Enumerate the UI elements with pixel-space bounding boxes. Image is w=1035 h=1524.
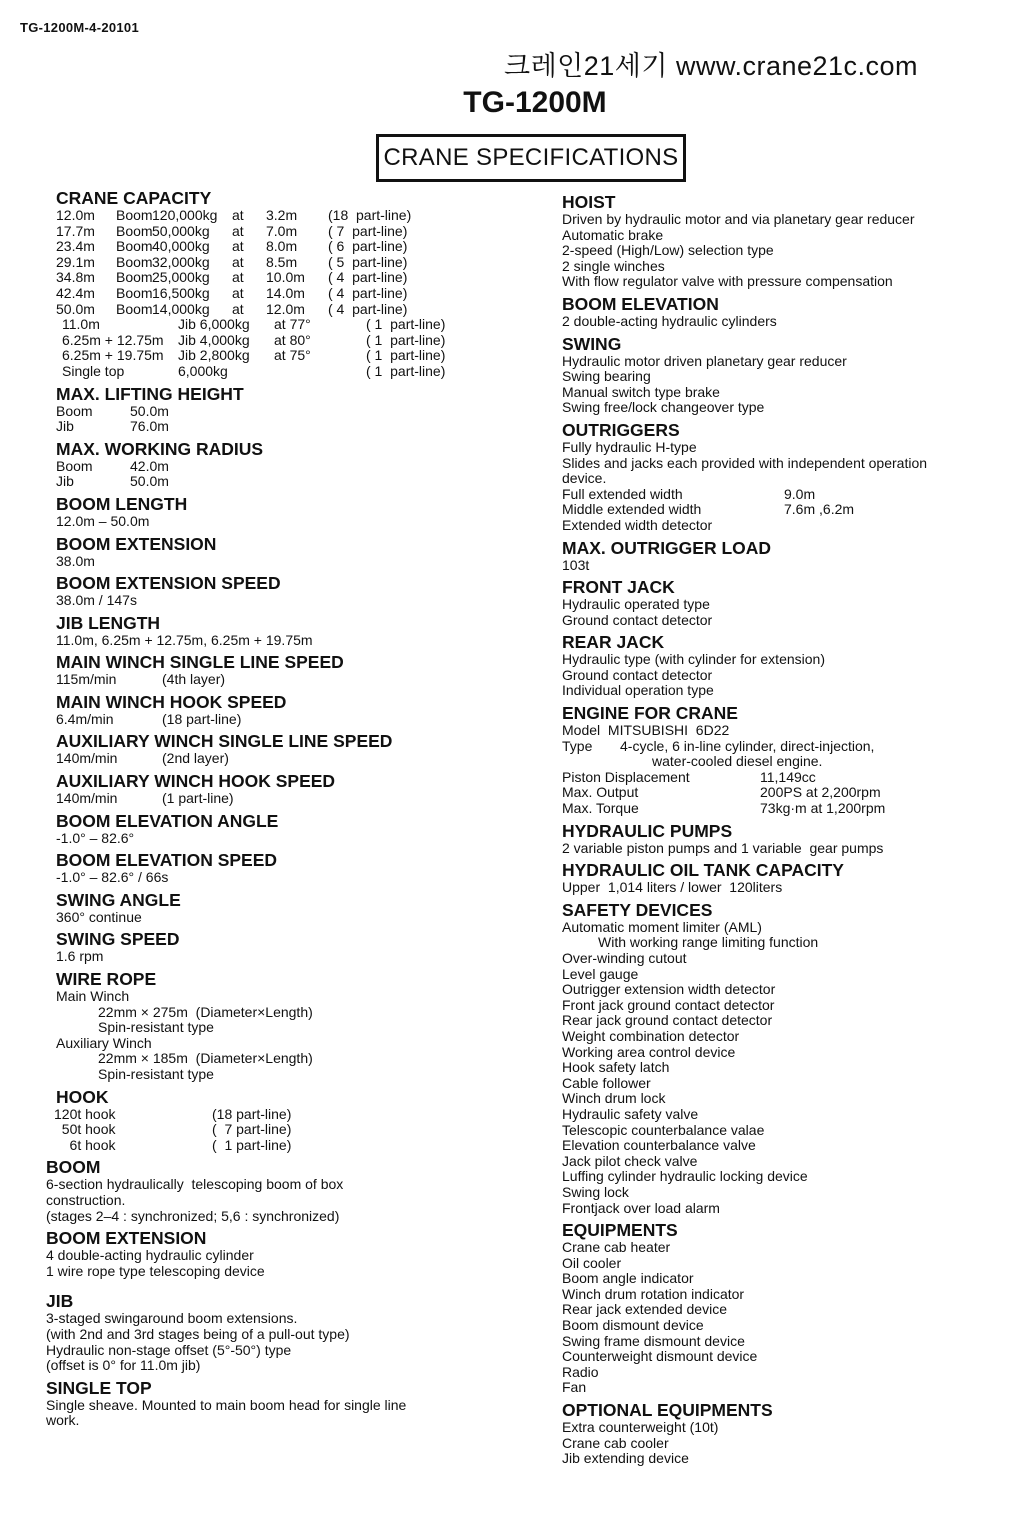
spec-value: 115m/min — [56, 671, 117, 688]
list-item: Elevation counterbalance valve — [562, 1137, 756, 1154]
spec-label: Boom — [56, 402, 93, 419]
section-safety-devices — [562, 900, 1027, 1216]
boom-length: 29.1m — [56, 253, 95, 270]
section-heading: MAX. WORKING RADIUS — [56, 438, 264, 459]
spec-text: Spin-resistant type — [98, 1019, 214, 1036]
section-heading: HYDRAULIC OIL TANK CAPACITY — [562, 860, 844, 881]
spec-text: Single sheave. Mounted to main boom head for single line — [46, 1396, 407, 1413]
spec-row — [562, 770, 1027, 786]
section-heading: HOOK — [56, 1086, 109, 1107]
spec-text: Upper 1,014 liters / lower 120liters — [562, 879, 783, 896]
list-item: Hydraulic safety valve — [562, 1105, 699, 1122]
capacity-row — [56, 208, 546, 224]
spec-value: 50.0m — [130, 473, 169, 490]
at-label: at — [232, 222, 244, 239]
boom-length: 34.8m — [56, 269, 95, 286]
section-max-outrigger-load — [562, 538, 1027, 574]
section-hydraulic-pumps — [562, 821, 1027, 857]
spec-value: 11,149cc — [760, 768, 816, 785]
jib-length: 11.0m — [62, 316, 100, 333]
jib-angle: at 77° — [274, 316, 311, 333]
spec-label: Boom — [56, 457, 93, 474]
spec-text: Main Winch — [56, 988, 130, 1005]
spec-label: Max. Output — [562, 784, 639, 801]
spec-text: 12.0m – 50.0m — [56, 512, 150, 529]
model-title: TG-1200M — [463, 86, 607, 119]
spec-text: Automatic brake — [562, 226, 664, 243]
spec-row — [46, 404, 546, 420]
watermark-text: 크레인21세기 www.crane21c.com — [504, 51, 919, 81]
section-swing — [562, 334, 1027, 416]
spec-label: Jib — [56, 473, 74, 490]
list-item: Frontjack over load alarm — [562, 1199, 720, 1216]
section-heading: JIB — [46, 1291, 74, 1312]
at-label: at — [232, 238, 244, 255]
spec-row — [46, 474, 546, 490]
spec-text: 22mm × 185m (Diameter×Length) — [98, 1050, 313, 1067]
spec-text: device. — [562, 470, 607, 487]
spec-text: (stages 2–4 : synchronized; 5,6 : synchronized) — [46, 1207, 340, 1224]
spec-text: work. — [46, 1412, 80, 1429]
section-equipments — [562, 1220, 1027, 1396]
spec-text: water-cooled diesel engine. — [652, 753, 823, 770]
section-heading: AUXILIARY WINCH HOOK SPEED — [56, 771, 336, 792]
jib-angle — [274, 364, 366, 380]
at-label: at — [232, 300, 244, 317]
boom-length: 12.0m — [56, 207, 95, 223]
spec-text: Hydraulic operated type — [562, 596, 710, 613]
part-line: ( 6 part-line) — [328, 238, 408, 255]
spec-label: 6t hook — [54, 1136, 116, 1153]
capacity-jib-row — [56, 348, 546, 364]
left-column — [46, 188, 546, 1433]
list-item: Boom dismount device — [562, 1317, 704, 1334]
spec-row — [46, 672, 546, 688]
section-hydraulic-oil-tank — [562, 860, 1027, 896]
at-label: at — [232, 284, 244, 301]
boom-type: Boom — [116, 222, 153, 239]
section-swing-angle — [46, 890, 546, 926]
section-heading: SWING SPEED — [56, 929, 180, 950]
rated-load: Jib 6,000kg — [178, 316, 250, 333]
section-heading: MAX. LIFTING HEIGHT — [56, 383, 244, 404]
spec-label: Full extended width — [562, 485, 683, 502]
section-heading: BOOM ELEVATION ANGLE — [56, 810, 279, 831]
capacity-row — [56, 239, 546, 255]
list-item: Oil cooler — [562, 1254, 622, 1271]
rated-load: 25,000kg — [152, 269, 210, 286]
list-item: Jib extending device — [562, 1450, 689, 1467]
spec-text: 11.0m, 6.25m + 12.75m, 6.25m + 19.75m — [56, 631, 313, 648]
rated-load: 32,000kg — [152, 253, 210, 270]
boom-type: Boom — [116, 269, 153, 286]
spec-value: 42.0m — [130, 457, 169, 474]
section-optional-equipments — [562, 1400, 1027, 1467]
spec-text: (offset is 0° for 11.0m jib) — [46, 1357, 201, 1374]
working-radius: 10.0m — [266, 269, 305, 286]
spec-text: (with 2nd and 3rd stages being of a pull-out type) — [46, 1325, 350, 1342]
list-item: Hook safety latch — [562, 1059, 670, 1076]
spec-text: 6-section hydraulically telescoping boom of box — [46, 1176, 344, 1193]
section-single-top — [46, 1378, 546, 1429]
capacity-table — [46, 208, 546, 380]
spec-value: ( 1 part-line) — [212, 1136, 292, 1153]
section-heading: ENGINE FOR CRANE — [562, 703, 738, 724]
section-main-winch-hook-speed — [46, 692, 546, 728]
section-heading: HOIST — [562, 192, 616, 212]
spec-text: Slides and jacks each provided with independent operation — [562, 454, 928, 471]
jib-angle: at 75° — [274, 347, 311, 364]
section-heading: BOOM ELEVATION SPEED — [56, 850, 278, 871]
spec-row — [562, 785, 1027, 801]
list-item: Rear jack extended device — [562, 1301, 727, 1318]
working-radius: 14.0m — [266, 284, 305, 301]
list-item: Swing frame dismount device — [562, 1332, 745, 1349]
part-line: ( 4 part-line) — [328, 284, 408, 301]
spec-text: Hydraulic motor driven planetary gear reducer — [562, 352, 847, 369]
spec-note: (18 part-line) — [162, 710, 242, 727]
spec-text: Individual operation type — [562, 682, 714, 699]
spec-text: 360° continue — [56, 908, 142, 925]
spec-text: Spin-resistant type — [98, 1066, 214, 1082]
capacity-row — [56, 286, 546, 302]
boom-type: Boom — [116, 238, 153, 255]
specifications-title: CRANE SPECIFICATIONS — [383, 144, 679, 171]
spec-text: 4 double-acting hydraulic cylinder — [46, 1247, 254, 1264]
boom-type: Boom — [116, 253, 153, 270]
spec-row — [562, 518, 1027, 534]
spec-value: ( 7 part-line) — [212, 1121, 292, 1138]
section-crane-capacity — [46, 188, 546, 380]
rated-load: 120,000kg — [152, 207, 218, 223]
spec-row — [562, 801, 1027, 817]
section-max-lifting-height — [46, 384, 546, 435]
spec-value: 140m/min — [56, 750, 118, 767]
section-heading: HYDRAULIC PUMPS — [562, 820, 733, 841]
spec-label: Max. Torque — [562, 800, 639, 817]
list-item: Crane cab heater — [562, 1239, 671, 1256]
spec-label: Type — [562, 737, 593, 754]
capacity-row — [56, 302, 546, 318]
spec-row — [46, 1138, 546, 1154]
section-heading: REAR JACK — [562, 632, 665, 653]
section-heading: JIB LENGTH — [56, 612, 161, 633]
list-item: Crane cab cooler — [562, 1434, 669, 1451]
section-max-working-radius — [46, 439, 546, 490]
spec-text: -1.0° – 82.6° / 66s — [56, 869, 169, 886]
part-line: ( 1 part-line) — [366, 362, 446, 379]
part-line: ( 1 part-line) — [366, 331, 446, 348]
section-boom-extension-device — [46, 1228, 546, 1279]
spec-text: Hydraulic type (with cylinder for extension) — [562, 651, 825, 668]
jib-angle: at 80° — [274, 331, 311, 348]
working-radius: 7.0m — [266, 222, 298, 239]
section-heading: BOOM EXTENSION SPEED — [56, 573, 281, 594]
spec-row — [562, 739, 1027, 755]
spec-text: -1.0° – 82.6° — [56, 829, 135, 846]
jib-length: Single top — [62, 362, 125, 379]
capacity-jib-row — [56, 317, 546, 333]
working-radius: 8.5m — [266, 253, 298, 270]
spec-text: Ground contact detector — [562, 666, 713, 683]
spec-value: (18 part-line) — [212, 1105, 292, 1122]
spec-text: 1 wire rope type telescoping device — [46, 1262, 265, 1279]
rated-load: 50,000kg — [152, 222, 210, 239]
spec-row — [46, 459, 546, 475]
spec-note: (2nd layer) — [162, 750, 229, 767]
spec-text: 38.0m / 147s — [56, 592, 137, 609]
part-line: ( 1 part-line) — [366, 347, 446, 364]
spec-label: Extended width detector — [562, 516, 713, 533]
spec-value: 7.6m ,6.2m — [784, 501, 855, 518]
list-item: Luffing cylinder hydraulic locking device — [562, 1168, 808, 1185]
spec-row — [46, 712, 546, 728]
section-swing-speed — [46, 929, 546, 965]
spec-row — [46, 751, 546, 767]
rated-load: 16,500kg — [152, 284, 210, 301]
spec-value: 6.4m/min — [56, 710, 114, 727]
section-front-jack — [562, 577, 1027, 628]
at-label: at — [232, 207, 244, 223]
rated-load: 14,000kg — [152, 300, 210, 317]
section-heading: MAX. OUTRIGGER LOAD — [562, 537, 772, 558]
boom-length: 17.7m — [56, 222, 95, 239]
spec-label: Jib — [56, 418, 74, 435]
working-radius: 3.2m — [266, 207, 298, 223]
spec-text: Swing bearing — [562, 368, 651, 385]
spec-row — [562, 487, 1027, 503]
spec-text: Swing free/lock changeover type — [562, 399, 765, 416]
section-hook — [46, 1087, 546, 1154]
section-heading: BOOM EXTENSION — [46, 1228, 207, 1249]
spec-text: 22mm × 275m (Diameter×Length) — [98, 1003, 313, 1020]
section-heading: MAIN WINCH HOOK SPEED — [56, 691, 287, 712]
part-line: (18 part-line) — [328, 207, 412, 223]
section-engine-for-crane — [562, 703, 1027, 817]
spec-text: 2-speed (High/Low) selection type — [562, 242, 774, 259]
specifications-title-box — [376, 134, 686, 182]
list-item: Outrigger extension width detector — [562, 981, 776, 998]
list-item: Level gauge — [562, 965, 639, 982]
capacity-row — [56, 270, 546, 286]
spec-text: 2 double-acting hydraulic cylinders — [562, 312, 777, 329]
section-hoist — [562, 192, 1027, 290]
spec-row — [46, 1122, 546, 1138]
rated-load: Jib 2,800kg — [178, 347, 250, 364]
list-item: Rear jack ground contact detector — [562, 1012, 773, 1029]
spec-text: Ground contact detector — [562, 611, 713, 628]
section-aux-winch-single-line-speed — [46, 731, 546, 767]
list-item: Front jack ground contact detector — [562, 996, 775, 1013]
list-item: Boom angle indicator — [562, 1270, 694, 1287]
section-boom-elevation-speed — [46, 850, 546, 886]
spec-value: 76.0m — [130, 418, 169, 435]
list-item: Telescopic counterbalance valae — [562, 1121, 765, 1138]
section-heading: SWING ANGLE — [56, 889, 181, 910]
section-heading: OUTRIGGERS — [562, 419, 680, 440]
right-column — [562, 192, 1027, 1471]
spec-text: Driven by hydraulic motor and via planetary gear reducer — [562, 211, 915, 227]
spec-label: 50t hook — [54, 1121, 116, 1138]
spec-text: 3-staged swingaround boom extensions. — [46, 1310, 298, 1327]
boom-type: Boom — [116, 300, 153, 317]
boom-length: 42.4m — [56, 284, 95, 301]
section-wire-rope — [46, 969, 546, 1083]
section-heading: EQUIPMENTS — [562, 1220, 678, 1241]
document-code: TG-1200M-4-20101 — [20, 20, 139, 35]
list-item: Jack pilot check valve — [562, 1152, 698, 1169]
section-heading: WIRE ROPE — [56, 969, 157, 990]
spec-text: Fully hydraulic H-type — [562, 438, 697, 455]
spec-text: construction. — [46, 1191, 126, 1208]
section-boom-extension — [46, 534, 546, 570]
capacity-row — [56, 224, 546, 240]
spec-text: 103t — [562, 556, 590, 573]
spec-text: Manual switch type brake — [562, 383, 720, 400]
spec-text: Auxiliary Winch — [56, 1034, 152, 1051]
section-heading: CRANE CAPACITY — [56, 188, 212, 208]
spec-text: Model MITSUBISHI 6D22 — [562, 722, 730, 739]
spec-value: 9.0m — [784, 485, 816, 502]
list-item: Cable follower — [562, 1074, 651, 1091]
spec-text: 38.0m — [56, 552, 95, 569]
spec-row — [46, 791, 546, 807]
section-heading: SAFETY DEVICES — [562, 899, 713, 920]
section-jib — [46, 1291, 546, 1373]
spec-note: (4th layer) — [162, 671, 226, 688]
section-jib-length — [46, 613, 546, 649]
capacity-jib-row — [56, 333, 546, 349]
section-heading: BOOM LENGTH — [56, 493, 188, 514]
safety-device-list — [562, 951, 1027, 1216]
part-line: ( 5 part-line) — [328, 253, 408, 270]
section-heading: BOOM EXTENSION — [56, 533, 217, 554]
at-label: at — [232, 253, 244, 270]
spec-text: Automatic moment limiter (AML) — [562, 918, 762, 935]
section-boom-elevation — [562, 294, 1027, 330]
list-item: Swing lock — [562, 1183, 629, 1200]
spec-text: With flow regulator valve with pressure compensation — [562, 273, 893, 290]
optional-equipment-list — [562, 1420, 1027, 1467]
section-heading: OPTIONAL EQUIPMENTS — [562, 1400, 773, 1421]
boom-type: Boom — [116, 284, 153, 301]
list-item: Extra counterweight (10t) — [562, 1419, 719, 1436]
list-item: Fan — [562, 1379, 587, 1396]
spec-text: 2 single winches — [562, 257, 665, 274]
equipment-list — [562, 1240, 1027, 1396]
section-rear-jack — [562, 632, 1027, 699]
spec-row — [562, 502, 1027, 518]
section-heading: AUXILIARY WINCH SINGLE LINE SPEED — [56, 731, 393, 752]
boom-length: 23.4m — [56, 238, 95, 255]
part-line: ( 7 part-line) — [328, 222, 408, 239]
spec-value: 73kg·m at 1,200rpm — [760, 800, 886, 817]
section-heading: FRONT JACK — [562, 577, 675, 598]
spec-value: 4-cycle, 6 in-line cylinder, direct-injection, — [620, 737, 875, 754]
section-boom-elevation-angle — [46, 811, 546, 847]
spec-row — [46, 419, 546, 435]
spec-label: Piston Displacement — [562, 768, 690, 785]
rated-load: Jib 4,000kg — [178, 331, 250, 348]
section-aux-winch-hook-speed — [46, 771, 546, 807]
list-item: Winch drum rotation indicator — [562, 1285, 745, 1302]
section-boom-extension-speed — [46, 573, 546, 609]
jib-length: 6.25m + 19.75m — [62, 347, 164, 364]
section-heading: BOOM ELEVATION — [562, 293, 719, 314]
spec-label: Middle extended width — [562, 501, 702, 518]
spec-row — [46, 1107, 546, 1123]
jib-length: 6.25m + 12.75m — [62, 331, 164, 348]
section-boom — [46, 1157, 546, 1224]
section-main-winch-single-line-speed — [46, 652, 546, 688]
capacity-jib-row — [56, 364, 546, 380]
section-boom-length — [46, 494, 546, 530]
spec-text: 2 variable piston pumps and 1 variable gear pumps — [562, 839, 884, 856]
part-line: ( 4 part-line) — [328, 269, 408, 286]
part-line: ( 4 part-line) — [328, 300, 408, 317]
working-radius: 12.0m — [266, 300, 305, 317]
working-radius: 8.0m — [266, 238, 298, 255]
section-heading: SWING — [562, 333, 622, 354]
spec-text: Hydraulic non-stage offset (5°-50°) type — [46, 1341, 292, 1358]
boom-length: 50.0m — [56, 300, 95, 317]
spec-value: 50.0m — [130, 402, 169, 419]
rated-load: 40,000kg — [152, 238, 210, 255]
boom-type: Boom — [116, 207, 153, 223]
capacity-row — [56, 255, 546, 271]
section-outriggers — [562, 420, 1027, 534]
spec-text: With working range limiting function — [598, 934, 819, 951]
list-item: Over-winding cutout — [562, 950, 687, 966]
list-item: Radio — [562, 1363, 599, 1380]
rated-load: 6,000kg — [178, 362, 228, 379]
section-heading: MAIN WINCH SINGLE LINE SPEED — [56, 652, 344, 673]
section-heading: SINGLE TOP — [46, 1377, 152, 1398]
list-item: Working area control device — [562, 1043, 736, 1060]
spec-value: 200PS at 2,200rpm — [760, 784, 881, 801]
spec-value: 140m/min — [56, 790, 118, 807]
list-item: Weight combination detector — [562, 1027, 740, 1044]
at-label: at — [232, 269, 244, 286]
section-heading: BOOM — [46, 1157, 101, 1178]
list-item: Winch drum lock — [562, 1090, 666, 1107]
spec-note: (1 part-line) — [162, 790, 234, 807]
list-item: Counterweight dismount device — [562, 1348, 758, 1365]
spec-text: 1.6 rpm — [56, 948, 104, 965]
part-line: ( 1 part-line) — [366, 316, 446, 333]
spec-label: 120t hook — [54, 1105, 116, 1122]
